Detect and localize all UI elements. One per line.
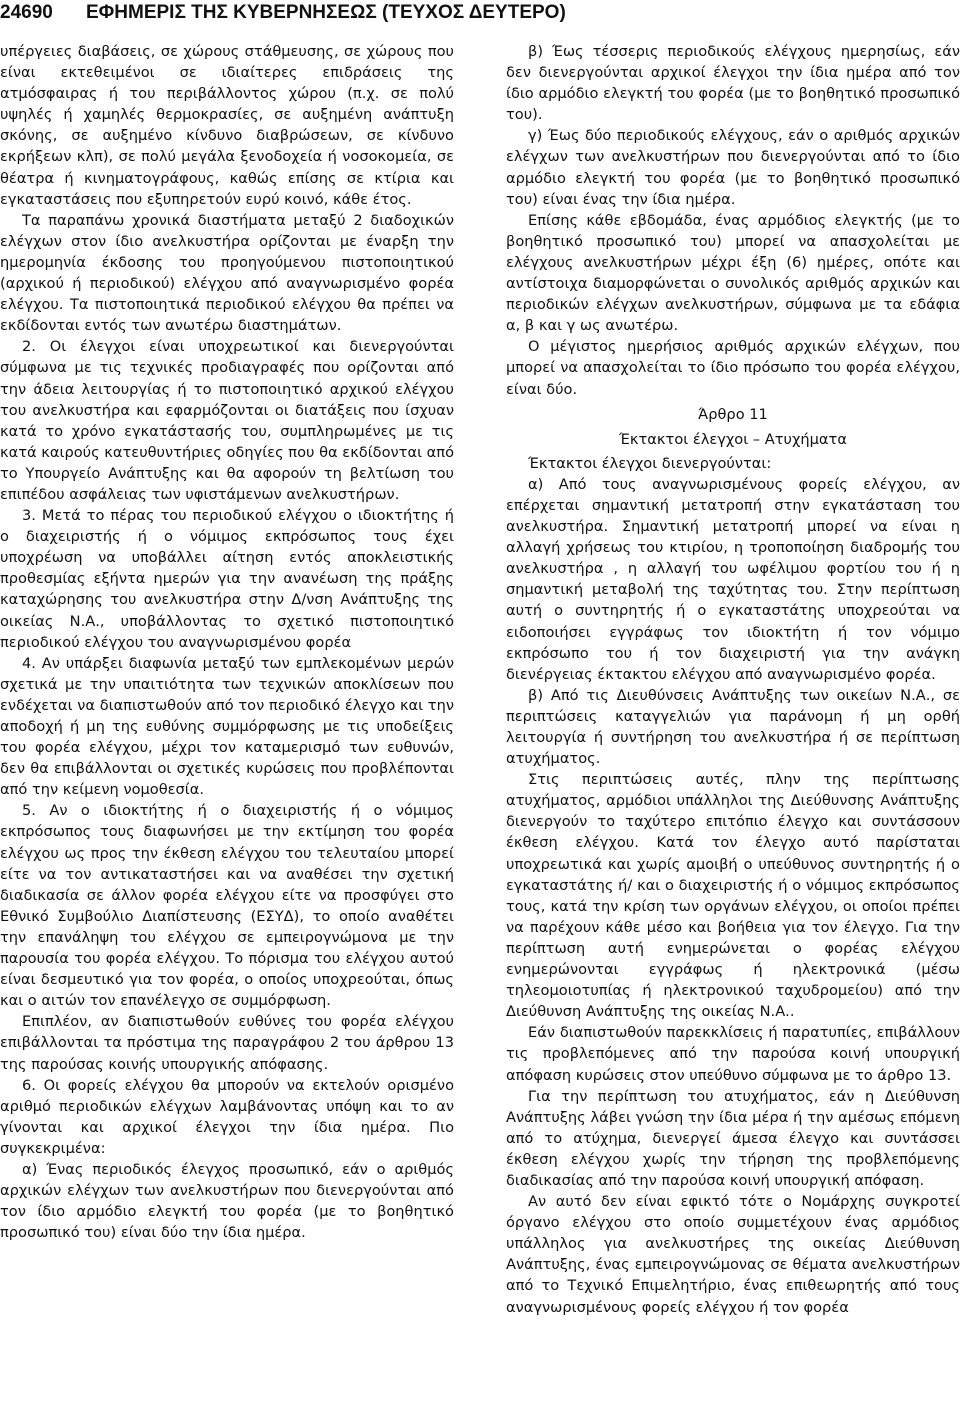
- gazette-title: ΕΦΗΜΕΡΙΣ ΤΗΣ ΚΥΒΕΡΝΗΣΕΩΣ (ΤΕΥΧΟΣ ΔΕΥΤΕΡΟ): [86, 2, 566, 23]
- paragraph: 6. Οι φορείς ελέγχου θα μπορούν να εκτελούν ορισμένο αριθμό περιοδικών ελέγχων λαμβάνοντας υπόψη και το αν γίνονται και αρχικοί έλεγχοι την ίδια ημέρα. Πιο συγκεκριμένα:: [0, 1076, 454, 1157]
- paragraph: Για την περίπτωση του ατυχήματος, εάν η Διεύθυνση Ανάπτυξης λάβει γνώση την ίδια μέρα ή την αμέσως επόμενη από το ατύχημα, διενεργεί άμεσα έλεγχο και συντάσσει έκθεση ελέγχου χωρίς την τήρηση της προβλεπόμενης διαδικασίας από την παρούσα κοινή υπουργική απόφαση.: [506, 1087, 960, 1189]
- article-title: Έκτακτοι έλεγχοι – Ατυχήματα: [619, 430, 847, 448]
- left-column: [0, 41, 454, 1243]
- paragraph: Αν αυτό δεν είναι εφικτό τότε ο Νομάρχης συγκροτεί όργανο ελέγχου στο οποίο συμμετέχουν ένας αρμόδιος υπάλληλος για ανελκυστήρες της οικείας Διεύθυνση Ανάπτυξης, ένας εμπειρογνώμονας σε θέματα ανελκυστήρων από το Τεχνικό Επιμελητήριο, ένας επιθεωρητής από τους αναγνωρισμένους φορείς ελέγχου ή τον φορέα: [506, 1193, 960, 1316]
- paragraph: β) Έως τέσσερις περιοδικούς ελέγχους ημερησίως, εάν δεν διενεργούνται αρχικοί έλεγχοι την ίδια ημέρα από τον ίδιο αρμόδιο ελεγκτή του φορέα (με το βοηθητικό προσωπικό του).: [506, 43, 960, 124]
- paragraph: Εάν διαπιστωθούν παρεκκλίσεις ή παρατυπίες, επιβάλλουν τις προβλεπόμενες από την παρούσα κοινή υπουργική απόφαση κυρώσεις στον υπεύθυνο σύμφωνα με το άρθρο 13.: [506, 1024, 960, 1084]
- paragraph: υπέργειες διαβάσεις, σε χώρους στάθμευσης, σε χώρους που είναι εκτεθειμένοι σε ιδιαίτερες επιδράσεις της ατμόσφαιρας ή του περιβάλλοντος χώρου (π.χ. σε πολύ υψηλές ή χαμηλές θερμοκρασίες, σε αυξημένη ανάπτυξη σκόνης, σε αυξημένο κίνδυνο διαβρώσεων, σε κίνδυνο εκρήξεων κλπ), σε πολύ μεγάλα ξενοδοχεία ή νοσοκομεία, σε θέατρα ή κινηματογράφους, καθώς επίσης σε κτίρια και εγκαταστάσεις που εξυπηρετούν ευρύ κοινό, κάθε έτος.: [0, 43, 454, 208]
- paragraph: Επίσης κάθε εβδομάδα, ένας αρμόδιος ελεγκτής (με το βοηθητικό προσωπικό του) μπορεί να απασχολείται με ελέγχους ανελκυστήρων μέχρι έξη (6) ημέρες, οπότε και αντίστοιχα διαμορφώνεται ο συνολικός αριθμός αρχικών και περιοδικών ελέγχων ανελκυστήρων, σύμφωνα με τα εδάφια α, β και γ ως ανωτέρω.: [506, 211, 960, 335]
- paragraph: 4. Αν υπάρξει διαφωνία μεταξύ των εμπλεκομένων μερών σχετικά με την υπαιτιότητα των τεχνικών αποκλίσεων που ενδέχεται να διαπιστωθούν από τον περιοδικό έλεγχο και την αποδοχή ή μη της ευθύνης συμμόρφωσης με τις υποδείξεις του φορέα ελέγχου, μέχρι τον καταμερισμό των ευθυνών, δεν θα επιβάλλονται οι σχετικές κυρώσεις που προβλέπονται από την κείμενη νομοθεσία.: [0, 654, 454, 799]
- article-number: Άρθρο 11: [698, 405, 768, 423]
- paragraph: Ο μέγιστος ημερήσιος αριθμός αρχικών ελέγχων, που μπορεί να απασχολείται το ίδιο πρόσωπο του φορέα ελέγχου, είναι δύο.: [506, 338, 960, 398]
- paragraph: Στις περιπτώσεις αυτές, πλην της περίπτωσης ατυχήματος, αρμόδιοι υπάλληλοι της Διεύθυνσης Ανάπτυξης διενεργούν το ταχύτερο επιτόπιο έλεγχο και συντάσσουν έκθεση ελέγχου. Κατά τον έλεγχο αυτό παρίσταται υποχρεωτικά και χωρίς αμοιβή ο υπεύθυνος συντηρητής ή ο εγκαταστάτης ή/ και ο διαχειριστής ή ο νόμιμος εκπρόσωπος τους, κατά την κρίση των οργάνων ελέγχου, οι οποίοι πρέπει να παρέχουν κάθε μέσο και βοήθεια για τον έλεγχο. Για την περίπτωση αυτή ενημερώνεται ο φορέας ελέγχου ενημερώνονται εγγράφως ή ηλεκτρονικά (μέσω τηλεομοιοτυπίας ή ηλεκτρονικού ταχυδρομείου) από την Διεύθυνση Ανάπτυξης της οικείας Ν.Α..: [506, 771, 960, 1021]
- paragraph: Τα παραπάνω χρονικά διαστήματα μεταξύ 2 διαδοχικών ελέγχων στον ίδιο ανελκυστήρα ορίζονται με έναρξη την ημερομηνία έκδοσης του προηγούμενου πιστοποιητικού (αρχικού ή περιοδικού) ελέγχου από αναγνωρισμένο φορέα ελέγχου. Τα πιστοποιητικά περιοδικού ελέγχου θα πρέπει να εκδίδονται εντός των ανωτέρω διαστημάτων.: [0, 211, 454, 335]
- paragraph: β) Από τις Διευθύνσεις Ανάπτυξης των οικείων Ν.Α., σε περιπτώσεις καταγγελιών για παράνομη ή μη ορθή λειτουργία ή συντήρηση του ανελκυστήρα ή σε περίπτωση ατυχήματος.: [506, 686, 960, 768]
- paragraph: Έκτακτοι έλεγχοι διενεργούνται:: [528, 454, 772, 472]
- paragraph: Επιπλέον, αν διαπιστωθούν ευθύνες του φορέα ελέγχου επιβάλλονται τα πρόστιμα της παραγράφου 2 του άρθρου 13 της παρούσας κοινής υπουργικής απόφασης.: [0, 1013, 454, 1073]
- paragraph: γ) Έως δύο περιοδικούς ελέγχους, εάν ο αριθμός αρχικών ελέγχων των ανελκυστήρων που διενεργούνται από το ίδιο αρμόδιο ελεγκτή του φορέα (με το βοηθητικό προσωπικό του) είναι ένας την ίδια ημέρα.: [506, 127, 960, 208]
- paragraph: 5. Αν ο ιδιοκτήτης ή ο διαχειριστής ή ο νόμιμος εκπρόσωπος τους διαφωνήσει με την εκτίμηση του φορέα ελέγχου ως προς την έκθεση ελέγχου του τελευταίου μπορεί είτε να τον αντικαταστήσει και να αναθέσει την σχετική διαδικασία σε άλλον φορέα ελέγχου είτε να προσφύγει στο Εθνικό Συμβούλιο Διαπίστευσης (ΕΣΥΔ), το οποίο αναθέτει την επανάληψη του ελέγχου σε εμπειρογνώμονα με την παρουσία του φορέα ελέγχου. Το πόρισμα του ελέγχου αυτού είναι δεσμευτικό για τον φορέα, ο οποίος υποχρεούται, όπως και ο αιτών τον επανέλεγχο σε συμμόρφωση.: [0, 802, 454, 1010]
- paragraph: α) Ένας περιοδικός έλεγχος προσωπικό, εάν ο αριθμός αρχικών ελέγχων των ανελκυστήρων που διενεργούνται από τον ίδιο αρμόδιο ελεγκτή του φορέα (με το βοηθητικό προσωπικό του) είναι δύο την ίδια ημέρα.: [0, 1160, 454, 1242]
- paragraph: α) Από τους αναγνωρισμένους φορείς ελέγχου, αν επέρχεται σημαντική μετατροπή στην εγκατάσταση του ανελκυστήρα. Σημαντική μετατροπή μπορεί να είναι η αλλαγή χρήσεως του κτιρίου, η τροποποίηση διαδρομής του ανελκυστήρα , η αλλαγή του ωφέλιμου φορτίου του ή η σημαντική μεταβολή της ταχύτητας του. Στην περίπτωση αυτή ο συντηρητής ή ο εγκαταστάτης υποχρεούται να ειδοποιήσει εγγράφως τον ιδιοκτήτη ή τον νόμιμο εκπρόσωπο του ή τον διαχειριστή για την ανάγκη διενέργειας έκτακτου ελέγχου από αναγνωρισμένο φορέα.: [506, 475, 960, 683]
- page-header: [0, 2, 960, 28]
- paragraph: 2. Οι έλεγχοι είναι υποχρεωτικοί και διενεργούνται σύμφωνα με τις τεχνικές προδιαγραφές που ορίζονται από την άδεια λειτουργίας ή το πιστοποιητικό αρχικού ελέγχου του ανελκυστήρα και εφαρμόζονται οι διατάξεις που ίσχυαν κατά το χρόνο εγκατάστασής του, συμπληρωμένες με τις κατά καιρούς κατευθυντήριες οδηγίες που θα εκδίδονται από το Υπουργείο Ανάπτυξης και θα αφορούν τη βελτίωση του επιπέδου ασφάλειας των υφιστάμενων ανελκυστήρων.: [0, 338, 454, 503]
- paragraph: 3. Μετά το πέρας του περιοδικού ελέγχου ο ιδιοκτήτης ή ο διαχειριστής ή ο νόμιμος εκπρόσωπος τους έχει υποχρέωση να υποβάλλει αίτηση εντός αποκλειστικής προθεσμίας εξήντα ημερών για την ανανέωση της πράξης καταχώρησης του ανελκυστήρα στην Δ/νση Ανάπτυξης της οικείας Ν.Α., υποβάλλοντας το σχετικό πιστοποιητικό περιοδικού ελέγχου του αναγνωρισμένου φορέα: [0, 507, 454, 651]
- page-number: 24690: [0, 2, 53, 23]
- right-column: [506, 41, 960, 1318]
